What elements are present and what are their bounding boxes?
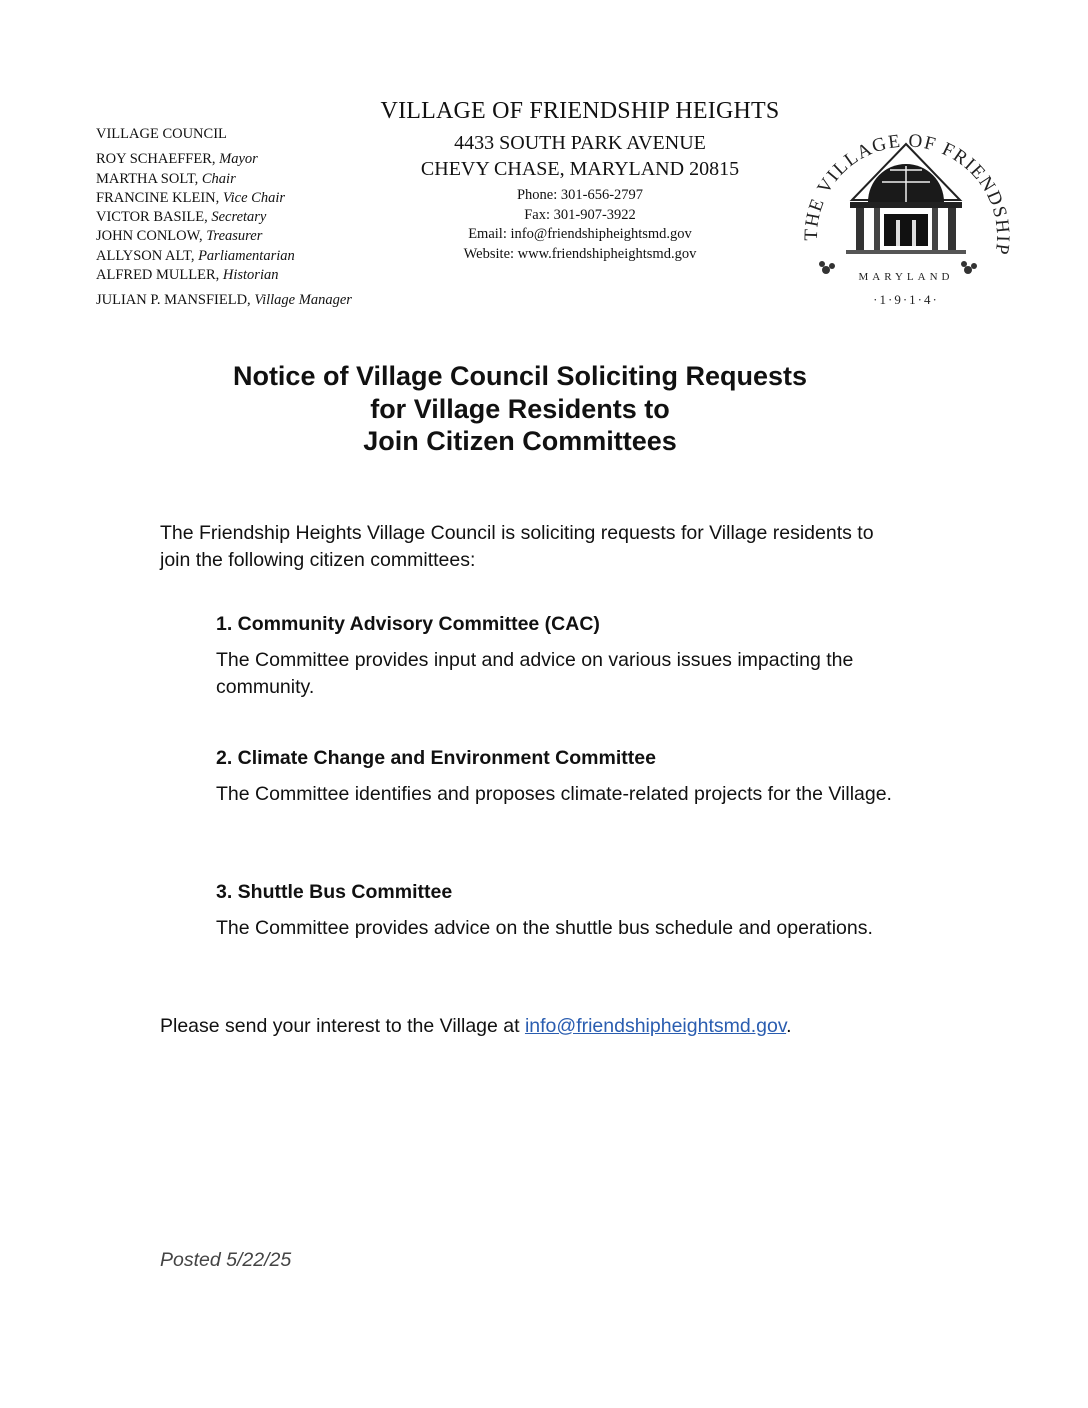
closing-text: Please send your interest to the Village at bbox=[160, 1015, 525, 1037]
closing-paragraph bbox=[160, 1013, 940, 1039]
website: Website: www.friendshipheightsmd.gov bbox=[463, 245, 697, 262]
committee-title: 3. Shuttle Bus Committee bbox=[216, 881, 453, 903]
village-name: VILLAGE OF FRIENDSHIP HEIGHTS bbox=[380, 98, 780, 124]
council-member: JOHN CONLOW, Treasurer bbox=[96, 228, 263, 245]
village-manager: JULIAN P. MANSFIELD, Village Manager bbox=[96, 292, 352, 309]
seal-year: ·1·9·1·4· bbox=[873, 292, 939, 307]
committee-description: The Committee provides advice on the shuttle bus schedule and operations. bbox=[216, 917, 873, 939]
notice-title-line-3: Join Citizen Committees bbox=[363, 426, 677, 456]
committee-item bbox=[216, 745, 896, 808]
village-seal-icon bbox=[796, 110, 1016, 310]
committee-description: The Committee provides input and advice on various issues impacting the community. bbox=[216, 649, 854, 698]
seal-ring-text: THE VILLAGE OF FRIENDSHIP bbox=[800, 130, 1014, 257]
village-seal bbox=[796, 110, 1016, 310]
closing-end: . bbox=[786, 1015, 792, 1037]
council-member: VICTOR BASILE, Secretary bbox=[96, 209, 267, 226]
notice-title-line-2: for Village Residents to bbox=[370, 393, 670, 424]
committee-title: 2. Climate Change and Environment Committee bbox=[216, 747, 656, 769]
seal-state: MARYLAND bbox=[858, 271, 954, 283]
council-member: ALLYSON ALT, Parliamentarian bbox=[96, 247, 295, 264]
address-line-2: CHEVY CHASE, MARYLAND 20815 bbox=[420, 158, 740, 180]
intro-paragraph: The Friendship Heights Village Council is soliciting requests for Village residents to join the following citizen committees: bbox=[160, 522, 874, 571]
letterhead bbox=[340, 96, 820, 264]
fax: Fax: 301-907-3922 bbox=[524, 206, 636, 223]
committee-item bbox=[216, 611, 896, 701]
notice-title-line-1: Notice of Village Council Soliciting Requests bbox=[232, 361, 808, 391]
posted-date: Posted 5/22/25 bbox=[160, 1249, 292, 1271]
email-link[interactable]: info@friendshipheightsmd.gov bbox=[524, 1015, 787, 1037]
committee-description: The Committee identifies and proposes climate-related projects for the Village. bbox=[216, 783, 892, 805]
committee-title: 1. Community Advisory Committee (CAC) bbox=[216, 613, 600, 635]
notice-title bbox=[120, 360, 920, 458]
council-heading: VILLAGE COUNCIL bbox=[96, 126, 227, 142]
council-member: MARTHA SOLT, Chair bbox=[96, 170, 236, 187]
email: Email: info@friendshipheightsmd.gov bbox=[468, 226, 692, 242]
council-member: ROY SCHAEFFER, Mayor bbox=[96, 151, 258, 168]
address-line-1: 4433 SOUTH PARK AVENUE bbox=[454, 132, 706, 154]
contact-info bbox=[340, 186, 820, 264]
phone: Phone: 301-656-2797 bbox=[516, 187, 644, 203]
committee-item bbox=[216, 879, 896, 942]
council-member: FRANCINE KLEIN, Vice Chair bbox=[96, 189, 286, 206]
council-member: ALFRED MULLER, Historian bbox=[96, 267, 279, 284]
